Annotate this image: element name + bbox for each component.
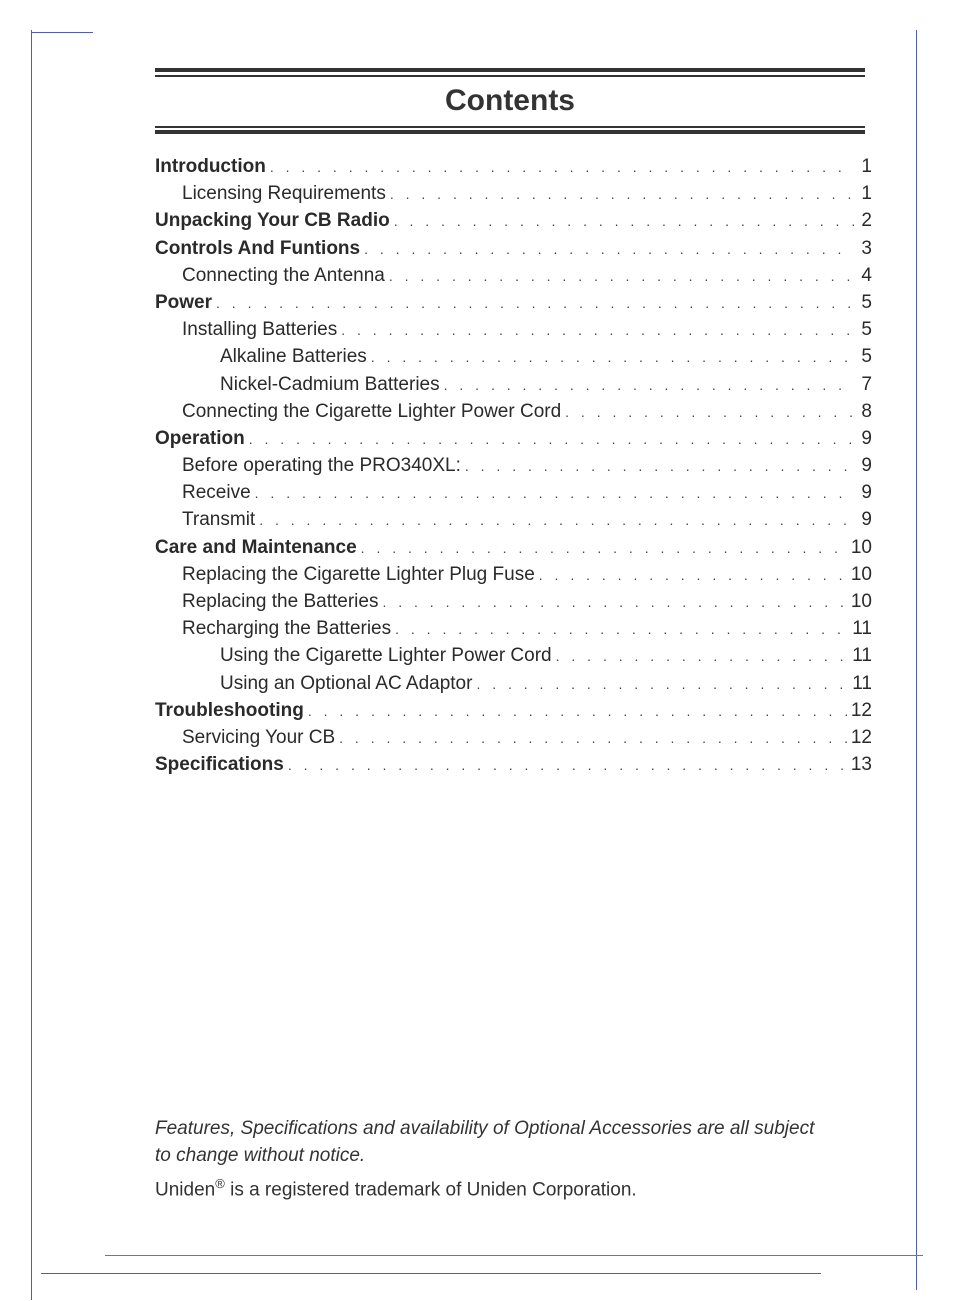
dot-leader bbox=[390, 186, 854, 202]
dot-leader bbox=[465, 458, 854, 474]
toc-entry-label: Care and Maintenance bbox=[155, 536, 357, 558]
trademark-brand: Uniden bbox=[155, 1179, 216, 1201]
toc-entry-page: 10 bbox=[850, 563, 872, 585]
toc-entry bbox=[155, 482, 872, 509]
toc-entry-page: 9 bbox=[861, 455, 872, 477]
toc-entry-page: 7 bbox=[861, 373, 872, 395]
toc-entry bbox=[155, 754, 872, 781]
toc-entry bbox=[155, 401, 872, 428]
toc-entry-label: Unpacking Your CB Radio bbox=[155, 210, 390, 232]
dot-leader bbox=[361, 540, 847, 556]
toc-entry bbox=[155, 455, 872, 482]
dot-leader bbox=[539, 567, 847, 583]
toc-entry-label: Licensing Requirements bbox=[182, 183, 386, 205]
page-bottom-edge bbox=[105, 1255, 923, 1256]
toc-entry bbox=[155, 210, 872, 237]
registered-mark: ® bbox=[215, 1176, 225, 1191]
toc-entry-label: Transmit bbox=[182, 509, 256, 531]
page-title: Contents bbox=[445, 84, 575, 117]
header-rule-top-thin bbox=[155, 75, 865, 77]
toc-entry-page: 9 bbox=[861, 427, 872, 449]
disclaimer-note: Features, Specifications and availability of Optional Accessories are all subject to change without notice. bbox=[155, 1118, 815, 1166]
dot-leader bbox=[270, 159, 854, 175]
toc-entry bbox=[155, 673, 872, 700]
dot-leader bbox=[556, 648, 849, 664]
toc-entry-label: Specifications bbox=[155, 754, 284, 776]
toc-entry bbox=[155, 156, 872, 183]
toc-entry-page: 5 bbox=[861, 319, 872, 341]
toc-entry-label: Using an Optional AC Adaptor bbox=[220, 672, 473, 694]
toc-entry-label: Replacing the Cigarette Lighter Plug Fuse bbox=[182, 563, 535, 585]
toc-entry-label: Nickel-Cadmium Batteries bbox=[220, 373, 440, 395]
toc-entry-label: Connecting the Antenna bbox=[182, 264, 385, 286]
dot-leader bbox=[394, 213, 854, 229]
dot-leader bbox=[255, 485, 854, 501]
toc-entry bbox=[155, 645, 872, 672]
toc-entry-label: Installing Batteries bbox=[182, 319, 338, 341]
toc-entry bbox=[155, 292, 872, 319]
toc-entry bbox=[155, 564, 872, 591]
toc-entry bbox=[155, 591, 872, 618]
toc-entry-label: Controls And Funtions bbox=[155, 237, 361, 259]
toc-entry-label: Troubleshooting bbox=[155, 699, 304, 721]
scan-border-bottom bbox=[41, 1273, 821, 1274]
dot-leader bbox=[308, 703, 847, 719]
toc-entry-label: Replacing the Batteries bbox=[182, 591, 379, 612]
dot-leader bbox=[371, 349, 854, 365]
dot-leader bbox=[364, 241, 854, 257]
toc-entry-page: 3 bbox=[861, 237, 872, 259]
trademark-note bbox=[155, 1176, 637, 1201]
toc-entry-page: 8 bbox=[861, 400, 872, 422]
toc-entry bbox=[155, 428, 872, 455]
toc-entry-label: Using the Cigarette Lighter Power Cord bbox=[220, 645, 552, 667]
dot-leader bbox=[339, 730, 847, 746]
toc-entry bbox=[155, 374, 872, 401]
trademark-text: is a registered trademark of Uniden Corporation. bbox=[224, 1179, 637, 1201]
toc-entry bbox=[155, 238, 872, 265]
toc-entry-page: 11 bbox=[852, 672, 872, 694]
dot-leader bbox=[444, 377, 854, 393]
toc-entry-label: Receive bbox=[182, 482, 251, 504]
toc-entry-page: 12 bbox=[850, 726, 872, 748]
scan-border-right bbox=[916, 30, 917, 1290]
dot-leader bbox=[565, 404, 854, 420]
header-rule-bottom-thick bbox=[155, 130, 865, 134]
dot-leader bbox=[476, 676, 848, 692]
dot-leader bbox=[395, 621, 848, 637]
toc-entry bbox=[155, 265, 872, 292]
toc-entry-label: Power bbox=[155, 291, 213, 313]
toc-entry-page: 10 bbox=[850, 591, 872, 612]
toc-entry-page: 11 bbox=[852, 645, 872, 667]
dot-leader bbox=[288, 757, 847, 773]
dot-leader bbox=[382, 594, 846, 610]
toc-entry-page: 5 bbox=[861, 346, 872, 368]
dot-leader bbox=[249, 431, 854, 447]
toc-entry-page: 10 bbox=[850, 536, 872, 558]
toc-entry-page: 9 bbox=[861, 482, 872, 504]
toc-entry-page: 4 bbox=[861, 264, 872, 286]
toc-entry-label: Connecting the Cigarette Lighter Power Cord bbox=[182, 400, 562, 422]
toc-entry-page: 1 bbox=[861, 183, 872, 205]
toc-entry-page: 1 bbox=[861, 156, 872, 177]
toc-entry bbox=[155, 727, 872, 754]
dot-leader bbox=[389, 268, 854, 284]
toc-entry-label: Before operating the PRO340XL: bbox=[182, 455, 461, 477]
header-rule-top-thick bbox=[155, 68, 865, 72]
dot-leader bbox=[341, 322, 854, 338]
toc-entry-page: 12 bbox=[850, 699, 872, 721]
toc-entry-label: Servicing Your CB bbox=[182, 726, 336, 748]
scan-border-left bbox=[31, 30, 32, 1300]
toc-entry bbox=[155, 183, 872, 210]
toc-entry-label: Introduction bbox=[155, 156, 266, 177]
toc-entry-page: 13 bbox=[850, 754, 872, 776]
toc-entry-page: 2 bbox=[861, 210, 872, 232]
toc-entry bbox=[155, 537, 872, 564]
header-rule-bottom-thin bbox=[155, 126, 865, 128]
table-of-contents bbox=[155, 156, 872, 781]
toc-entry bbox=[155, 319, 872, 346]
toc-entry-label: Alkaline Batteries bbox=[220, 346, 367, 368]
toc-entry bbox=[155, 346, 872, 373]
toc-entry bbox=[155, 618, 872, 645]
toc-entry bbox=[155, 700, 872, 727]
toc-entry-label: Operation bbox=[155, 427, 245, 449]
toc-entry-page: 9 bbox=[861, 509, 872, 531]
toc-entry-label: Recharging the Batteries bbox=[182, 618, 392, 640]
toc-entry-page: 11 bbox=[852, 618, 872, 640]
toc-entry bbox=[155, 509, 872, 536]
dot-leader bbox=[259, 512, 854, 528]
scan-border-top bbox=[31, 32, 93, 33]
dot-leader bbox=[216, 295, 854, 311]
toc-entry-page: 5 bbox=[861, 291, 872, 313]
